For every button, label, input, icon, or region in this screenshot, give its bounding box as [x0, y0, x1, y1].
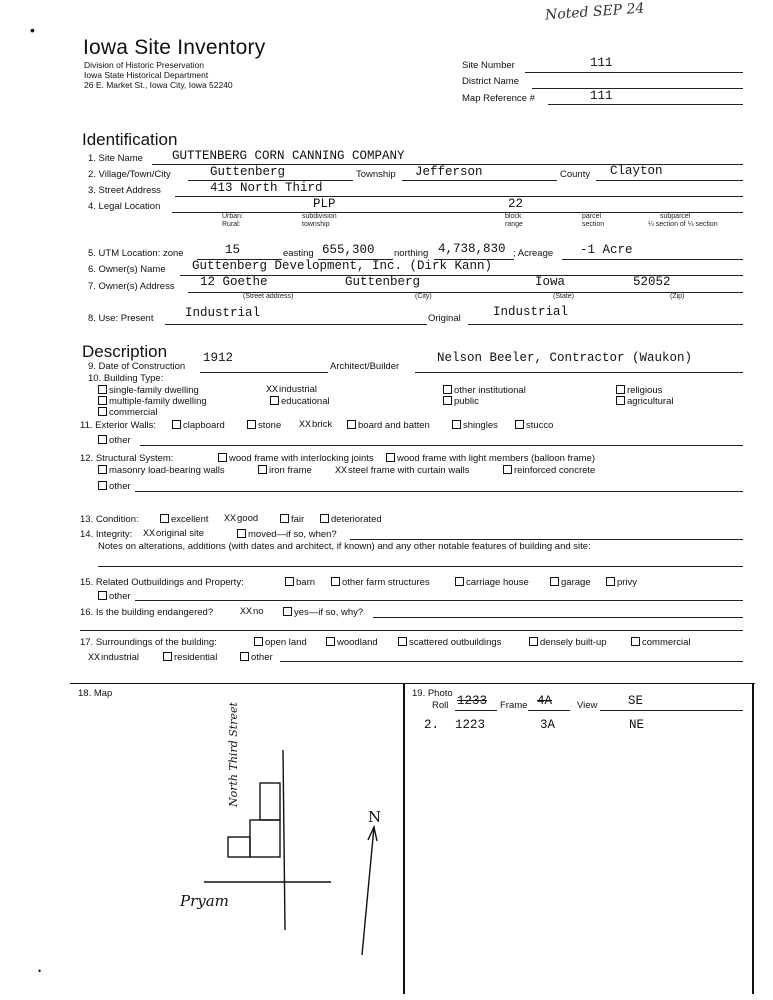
- street-label: 3. Street Address: [88, 185, 161, 196]
- north-arrow: [362, 827, 374, 955]
- photo-label: 19. Photo: [412, 688, 453, 699]
- btype-other-inst[interactable]: other institutional: [443, 385, 526, 396]
- map-label: 18. Map: [78, 688, 113, 699]
- utm-zone-value: 15: [225, 243, 241, 257]
- district-name-label: District Name: [462, 76, 520, 87]
- integrity-label: 14. Integrity:: [80, 529, 133, 540]
- frame-label: Frame: [500, 700, 528, 711]
- outbuild-carriage[interactable]: carriage house: [455, 577, 529, 588]
- btype-industrial[interactable]: XXindustrial: [266, 384, 318, 396]
- outbuild-other[interactable]: other: [98, 591, 131, 602]
- agency-line-2: Iowa State Historical Department: [84, 70, 209, 80]
- btype-public[interactable]: public: [443, 396, 479, 407]
- wall-other[interactable]: other: [98, 435, 131, 446]
- surround-dense[interactable]: densely built-up: [529, 637, 607, 648]
- building-outline-west: [228, 837, 250, 857]
- photo-roll-2: 1223: [455, 718, 486, 732]
- description-heading: Description: [82, 342, 168, 361]
- wall-shingles[interactable]: shingles: [452, 420, 498, 431]
- use-present-label: 8. Use: Present: [88, 313, 154, 324]
- struct-concrete[interactable]: reinforced concrete: [503, 465, 595, 476]
- surround-other[interactable]: other: [240, 652, 273, 663]
- addr-city-hint: (City): [415, 293, 432, 300]
- roll-label: Roll: [432, 700, 449, 711]
- county-value: Clayton: [610, 164, 663, 178]
- surround-scattered[interactable]: scattered outbuildings: [398, 637, 501, 648]
- btype-agricultural[interactable]: agricultural: [616, 396, 673, 407]
- condition-deteriorated[interactable]: deteriorated: [320, 514, 382, 525]
- legal-urban-hint: Urban:: [222, 213, 244, 220]
- legal-col3a: parcel: [582, 213, 602, 220]
- condition-label: 13. Condition:: [80, 514, 139, 525]
- btype-educational[interactable]: educational: [270, 396, 330, 407]
- use-original-label: Original: [428, 313, 461, 324]
- endangered-no[interactable]: XXno: [240, 606, 264, 618]
- walls-label: 11. Exterior Walls:: [80, 420, 157, 431]
- easting-label: easting: [283, 248, 314, 259]
- pryam-street-label: Pryam: [180, 892, 229, 910]
- third-street-line: [283, 750, 285, 930]
- surround-open[interactable]: open land: [254, 637, 307, 648]
- legal-col2b: range: [505, 221, 523, 228]
- wall-clapboard[interactable]: clapboard: [172, 420, 225, 431]
- addr-street-hint: (Street address): [243, 293, 294, 300]
- surround-commercial[interactable]: commercial: [631, 637, 691, 648]
- photo-frame-2: 3A: [540, 718, 556, 732]
- addr-state-hint: (State): [553, 293, 575, 300]
- photo-view-1: SE: [628, 694, 644, 708]
- owner-value: Guttenberg Development, Inc. (Dirk Kann): [192, 259, 493, 273]
- addr-zip-hint: (Zip): [670, 293, 685, 300]
- struct-masonry[interactable]: masonry load-bearing walls: [98, 465, 225, 476]
- site-name-value: GUTTENBERG CORN CANNING COMPANY: [172, 149, 405, 163]
- btype-multiple[interactable]: multiple-family dwelling: [98, 396, 207, 407]
- legal-col4b: ¼ section of ¼ section: [648, 221, 718, 228]
- third-street-label: North Third Street: [227, 702, 240, 807]
- wall-board[interactable]: board and batten: [347, 420, 430, 431]
- agency-line-1: Division of Historic Preservation: [84, 60, 204, 70]
- easting-value: 655,300: [322, 243, 375, 257]
- struct-iron[interactable]: iron frame: [258, 465, 312, 476]
- form-title: Iowa Site Inventory: [83, 36, 266, 59]
- northing-value: 4,738,830: [438, 242, 506, 256]
- surround-residential[interactable]: residential: [163, 652, 217, 663]
- outbuild-label: 15. Related Outbuildings and Property:: [80, 577, 244, 588]
- struct-steel[interactable]: XXsteel frame with curtain walls: [335, 465, 470, 477]
- map-reference-label: Map Reference #: [462, 93, 535, 104]
- site-name-label: 1. Site Name: [88, 153, 143, 164]
- village-value: Guttenberg: [210, 165, 286, 179]
- struct-wood-interlocking[interactable]: wood frame with interlocking joints: [218, 453, 374, 464]
- county-label: County: [560, 169, 591, 180]
- northing-label: northing: [394, 248, 429, 259]
- condition-excellent[interactable]: excellent: [160, 514, 209, 525]
- outbuild-garage[interactable]: garage: [550, 577, 591, 588]
- surround-label: 17. Surroundings of the building:: [80, 637, 217, 648]
- street-value: 413 North Third: [210, 181, 323, 195]
- township-value: Jefferson: [415, 165, 483, 179]
- btype-religious[interactable]: religious: [616, 385, 662, 396]
- outbuild-barn[interactable]: barn: [285, 577, 315, 588]
- north-label: N: [368, 808, 382, 826]
- village-label: 2. Village/Town/City: [88, 169, 171, 180]
- site-number-value: 111: [590, 56, 613, 70]
- surround-woodland[interactable]: woodland: [326, 637, 378, 648]
- photo-frame-1: 4A: [537, 694, 553, 708]
- legal-label: 4. Legal Location: [88, 201, 161, 212]
- use-original-value: Industrial: [493, 305, 569, 319]
- photo-row2-num: 2.: [424, 718, 440, 732]
- endangered-yes[interactable]: yes—if so, why?: [283, 607, 363, 618]
- condition-fair[interactable]: fair: [280, 514, 304, 525]
- condition-good[interactable]: XXgood: [224, 513, 259, 525]
- wall-stone[interactable]: stone: [247, 420, 281, 431]
- legal-rural-hint: Rural:: [222, 221, 241, 228]
- building-outline-north: [260, 783, 280, 820]
- owner-address-label: 7. Owner(s) Address: [88, 281, 175, 292]
- surround-industrial[interactable]: XXindustrial: [88, 652, 140, 664]
- acreage-value: -1 Acre: [580, 243, 633, 257]
- corner-mark: •: [30, 22, 35, 38]
- architect-value: Nelson Beeler, Contractor (Waukon): [437, 351, 693, 365]
- legal-col1b: township: [302, 221, 330, 228]
- use-present-value: Industrial: [185, 306, 261, 320]
- date-value: 1912: [203, 351, 234, 365]
- identification-heading: Identification: [82, 130, 178, 149]
- date-label: 9. Date of Construction: [88, 361, 186, 372]
- outbuild-farm[interactable]: other farm structures: [331, 577, 430, 588]
- integrity-original[interactable]: XXoriginal site: [143, 528, 205, 540]
- agency-line-3: 26 E. Market St., Iowa City, Iowa 52240: [84, 80, 233, 90]
- struct-other[interactable]: other: [98, 481, 131, 492]
- notes-label: Notes on alterations, additions (with dates and architect, if known) and any other notable features of building and site:: [98, 541, 591, 552]
- legal-block-value: 22: [508, 197, 524, 211]
- legal-col2a: block: [505, 213, 522, 220]
- owner-city-value: Guttenberg: [345, 275, 421, 289]
- owner-street-value: 12 Goethe: [200, 275, 268, 289]
- building-outline-middle: [250, 820, 280, 857]
- legal-subdivision-value: PLP: [313, 197, 336, 211]
- legal-col1a: subdivision: [302, 213, 337, 220]
- owner-zip-value: 52052: [633, 275, 671, 289]
- acreage-label: ; Acreage: [513, 248, 554, 259]
- legal-col4a: subparcel: [660, 213, 691, 220]
- utm-label: 5. UTM Location: zone: [88, 248, 184, 259]
- owner-state-value: Iowa: [535, 275, 566, 289]
- architect-label: Architect/Builder: [330, 361, 400, 372]
- bottom-mark: •: [38, 966, 42, 976]
- endangered-label: 16. Is the building endangered?: [80, 607, 214, 618]
- outbuild-privy[interactable]: privy: [606, 577, 637, 588]
- wall-brick[interactable]: XXbrick: [299, 419, 333, 431]
- struct-wood-light[interactable]: wood frame with light members (balloon frame): [386, 453, 595, 464]
- photo-view-2: NE: [629, 718, 645, 732]
- township-label: Township: [356, 169, 396, 180]
- received-stamp: Noted SEP 24: [544, 0, 645, 24]
- photo-roll-1: 1233: [457, 694, 488, 708]
- struct-label: 12. Structural System:: [80, 453, 174, 464]
- legal-col3b: section: [582, 221, 605, 228]
- btype-commercial[interactable]: commercial: [98, 407, 158, 418]
- integrity-moved[interactable]: moved—if so, when?: [237, 529, 337, 540]
- view-label: View: [577, 700, 598, 711]
- owner-label: 6. Owner(s) Name: [88, 264, 166, 275]
- map-reference-value: 111: [590, 89, 613, 103]
- site-number-label: Site Number: [462, 60, 515, 71]
- btype-single[interactable]: single-family dwelling: [98, 385, 199, 396]
- building-type-label: 10. Building Type:: [88, 373, 164, 384]
- wall-stucco[interactable]: stucco: [515, 420, 553, 431]
